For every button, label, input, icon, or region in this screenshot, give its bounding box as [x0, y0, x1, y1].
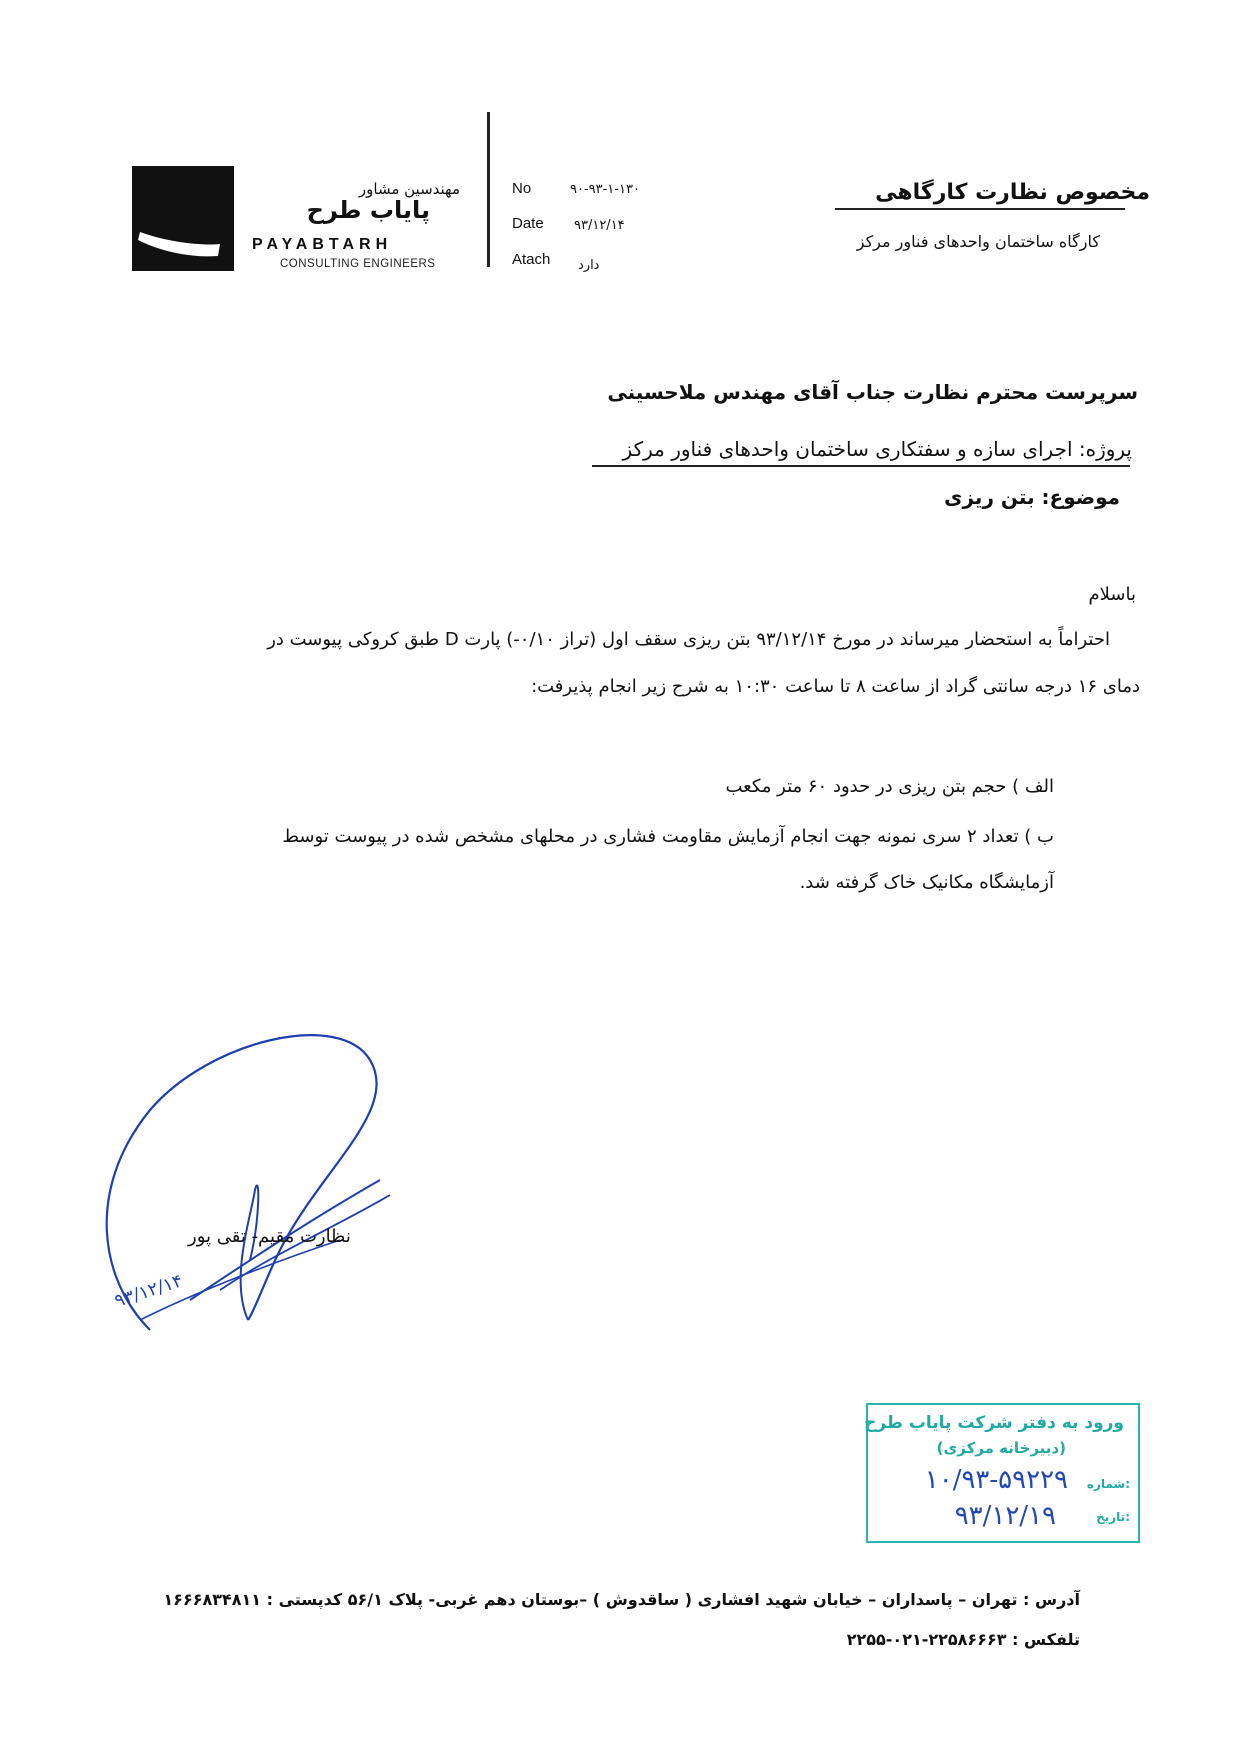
- attachment-label: Atach: [512, 251, 551, 268]
- stamp-number-value: ۱۰/۹۳-۵۹۲۲۹: [924, 1465, 1068, 1495]
- list-item-b: ب ) تعداد ۲ سری نمونه جهت انجام آزمایش مقاومت فشاری در محلهای مشخص شده در پیوست توسط: [282, 826, 1054, 847]
- stamp-date-label: تاریخ:: [1096, 1510, 1130, 1524]
- stamp-date-value: ۹۳/۱۲/۱۹: [954, 1501, 1056, 1531]
- signer-name: نظارت مقیم- تقی پور: [188, 1226, 351, 1247]
- stamp-number-label: شماره:: [1086, 1477, 1130, 1491]
- signature-date: ۹۳/۱۲/۱۴: [112, 1270, 186, 1312]
- greeting: باسلام: [1088, 584, 1136, 605]
- date-label: Date: [512, 215, 544, 232]
- company-logo: [132, 166, 234, 271]
- brand-english: PAYABTARH: [252, 236, 393, 253]
- attachment-value: دارد: [578, 258, 600, 273]
- brand-persian-top: مهندسین مشاور: [358, 180, 460, 198]
- number-label: No: [512, 180, 532, 197]
- brand-english-sub: CONSULTING ENGINEERS: [280, 258, 436, 270]
- project-title: پروژه: اجرای سازه و سفتکاری ساختمان واحدهای فناور مرکز: [622, 437, 1132, 461]
- stamp-title: ورود به دفتر شرکت پایاب طرح: [864, 1413, 1124, 1433]
- subject: موضوع: بتن ریزی: [944, 485, 1120, 509]
- footer-address: آدرس : تهران – پاسداران – خیابان شهید افشاری ( ساقدوش ) –بوستان دهم غربی- پلاک ۵۶/۱ کدپستی : ۱۶۶۶۸۳۴۸۱۱: [163, 1590, 1080, 1609]
- date-value: ۹۳/۱۲/۱۴: [574, 218, 625, 233]
- footer-telephone: تلفکس : ۲۲۵۸۶۶۶۳-۰۲۱-۲۲۵۵: [846, 1630, 1080, 1649]
- site-name: کارگاه ساختمان واحدهای فناور مرکز: [856, 232, 1100, 251]
- confidential-underline: [835, 208, 1125, 210]
- brand-persian-name: پایاب طرح: [306, 196, 430, 224]
- list-item-a: الف ) حجم بتن ریزی در حدود ۶۰ متر مکعب: [725, 776, 1054, 797]
- body-line-1: احتراماً به استحضار میرساند در مورخ ۹۳/۱۲/۱۴ بتن ریزی سقف اول (تراز ۰/۱۰-) پارت D طبق کروکی پیوست در: [267, 629, 1110, 650]
- number-value: ۹۰-۹۳-۱-۱۳۰: [570, 182, 640, 197]
- confidential-heading: مخصوص نظارت کارگاهی: [875, 180, 1150, 205]
- project-underline: [592, 465, 1130, 467]
- list-item-b-continued: آزمایشگاه مکانیک خاک گرفته شد.: [799, 872, 1054, 893]
- addressee: سرپرست محترم نظارت جناب آقای مهندس ملاحسینی: [607, 380, 1138, 404]
- stamp-subtitle: (دبیرخانه مرکزی): [936, 1439, 1066, 1457]
- header-divider: [487, 112, 490, 267]
- body-line-2: دمای ۱۶ درجه سانتی گراد از ساعت ۸ تا ساعت ۱۰:۳۰ به شرح زیر انجام پذیرفت:: [531, 676, 1140, 697]
- receipt-stamp: [866, 1403, 1140, 1543]
